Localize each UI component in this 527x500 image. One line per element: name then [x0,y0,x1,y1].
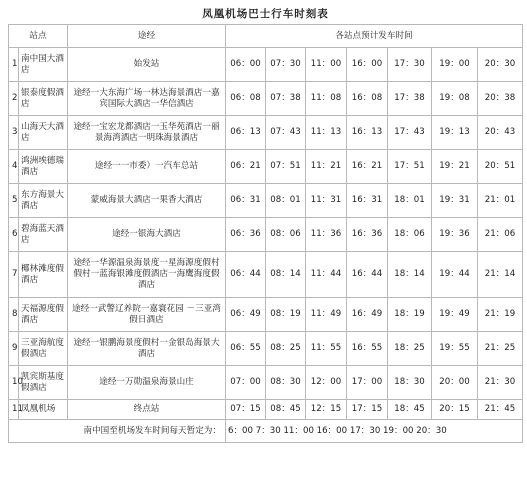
route-description: 途经一一市委）一汽车总站 [68,150,226,184]
departure-time: 06：31 [226,184,266,218]
departure-time: 16：00 [347,48,388,82]
table-row [9,298,523,332]
page-title: 凤凰机场巴士行车时刻表 [9,4,523,25]
departure-time: 11：08 [306,82,347,116]
row-number: 10 [9,366,19,400]
departure-time: 16：44 [347,252,388,298]
departure-time: 19：55 [432,332,478,366]
departure-time: 08：19 [266,298,306,332]
departure-time: 16：36 [347,218,388,252]
footer-label: 南中国至机场发车时间每天暂定为： [9,420,226,443]
row-number: 2 [9,82,19,116]
departure-time: 06：08 [226,82,266,116]
route-description: 途经一武警辽养院一嘉寰花园 －三亚湾假日酒店 [68,298,226,332]
departure-time: 17：43 [388,116,432,150]
route-description: 途经一宝宏龙都酒店一玉华苑酒店一丽景海湾酒店一明珠海景酒店 [68,116,226,150]
departure-time: 16：55 [347,332,388,366]
departure-time: 06：21 [226,150,266,184]
footer-row [9,420,523,443]
departure-time: 19：08 [432,82,478,116]
header-times: 各站点预计发车时间 [226,25,523,48]
departure-time: 16：08 [347,82,388,116]
departure-time: 21：06 [478,218,523,252]
header-station: 站点 [9,25,68,48]
departure-time: 21：19 [478,298,523,332]
departure-time: 18：45 [388,400,432,420]
row-number: 7 [9,252,19,298]
departure-time: 11：55 [306,332,347,366]
station-name: 凯宾斯基度假酒店 [19,366,68,400]
departure-time: 08：06 [266,218,306,252]
departure-time: 08：25 [266,332,306,366]
bus-timetable [8,4,523,443]
departure-time: 06：55 [226,332,266,366]
departure-time: 18：30 [388,366,432,400]
table-row [9,116,523,150]
station-name: 银泰度假酒店 [19,82,68,116]
station-name: 椰林滩度假酒店 [19,252,68,298]
departure-time: 17：38 [388,82,432,116]
station-name: 三亚海航度假酒店 [19,332,68,366]
departure-time: 06：00 [226,48,266,82]
departure-time: 21：45 [478,400,523,420]
departure-time: 06：44 [226,252,266,298]
departure-time: 17：30 [388,48,432,82]
departure-time: 11：36 [306,218,347,252]
departure-time: 17：00 [347,366,388,400]
departure-time: 08：14 [266,252,306,298]
departure-time: 21：30 [478,366,523,400]
route-description: 途经一银鹏海景度假村一金银岛海景大酒店 [68,332,226,366]
departure-time: 20：38 [478,82,523,116]
departure-time: 19：49 [432,298,478,332]
departure-time: 20：43 [478,116,523,150]
departure-time: 08：30 [266,366,306,400]
departure-time: 16：21 [347,150,388,184]
departure-time: 11：21 [306,150,347,184]
route-description: 终点站 [68,400,226,420]
table-row [9,150,523,184]
header-route: 途经 [68,25,226,48]
route-description: 始发站 [68,48,226,82]
departure-time: 20：00 [432,366,478,400]
departure-time: 19：21 [432,150,478,184]
table-row [9,82,523,116]
route-description: 途经一华源温泉海景度一星海源度假村假村一蓝海银滩度假酒店一海鹰海度假酒店 [68,252,226,298]
table-row [9,252,523,298]
departure-time: 08：45 [266,400,306,420]
departure-time: 18：01 [388,184,432,218]
table-row [9,366,523,400]
departure-time: 21：01 [478,184,523,218]
departure-time: 11：13 [306,116,347,150]
departure-time: 21：25 [478,332,523,366]
departure-time: 19：13 [432,116,478,150]
footer-times: 6：00 7：30 11：00 16：00 17：30 19：00 20：30 [226,420,523,443]
departure-time: 11：44 [306,252,347,298]
row-number: 5 [9,184,19,218]
departure-time: 19：44 [432,252,478,298]
table-row [9,400,523,420]
route-description: 途经一大东海广场一林达海景酒店一嘉宾国际大酒店一华信酒店 [68,82,226,116]
departure-time: 07：38 [266,82,306,116]
departure-time: 20：30 [478,48,523,82]
departure-time: 07：30 [266,48,306,82]
row-number: 4 [9,150,19,184]
departure-time: 16：31 [347,184,388,218]
departure-time: 07：51 [266,150,306,184]
departure-time: 06：49 [226,298,266,332]
station-name: 东方海景大酒店 [19,184,68,218]
table-row [9,48,523,82]
station-name: 凤凰机场 [19,400,68,420]
departure-time: 19：36 [432,218,478,252]
timetable-container [8,4,522,443]
departure-time: 20：15 [432,400,478,420]
row-number: 1 [9,48,19,82]
route-description: 途经一万勋温泉海景山庄 [68,366,226,400]
departure-time: 20：51 [478,150,523,184]
table-header-row [9,25,523,48]
station-name: 鸿洲埃德瑞酒店 [19,150,68,184]
row-number: 9 [9,332,19,366]
departure-time: 21：14 [478,252,523,298]
table-row [9,184,523,218]
row-number: 11 [9,400,19,420]
station-name: 山海天大酒店 [19,116,68,150]
station-name: 南中国大酒店 [19,48,68,82]
departure-time: 06：13 [226,116,266,150]
row-number: 3 [9,116,19,150]
station-name: 天福源度假酒店 [19,298,68,332]
departure-time: 08：01 [266,184,306,218]
departure-time: 17：15 [347,400,388,420]
station-name: 碧海蓝天酒店 [19,218,68,252]
departure-time: 07：15 [226,400,266,420]
departure-time: 12：00 [306,366,347,400]
table-row [9,218,523,252]
departure-time: 18：25 [388,332,432,366]
departure-time: 19：00 [432,48,478,82]
departure-time: 19：31 [432,184,478,218]
departure-time: 16：13 [347,116,388,150]
departure-time: 17：51 [388,150,432,184]
departure-time: 16：49 [347,298,388,332]
table-row [9,332,523,366]
departure-time: 11：31 [306,184,347,218]
departure-time: 06：36 [226,218,266,252]
row-number: 8 [9,298,19,332]
departure-time: 12：15 [306,400,347,420]
departure-time: 11：00 [306,48,347,82]
departure-time: 11：49 [306,298,347,332]
departure-time: 07：00 [226,366,266,400]
departure-time: 18：19 [388,298,432,332]
departure-time: 18：14 [388,252,432,298]
route-description: 蒙威海景大酒店一果香大酒店 [68,184,226,218]
row-number: 6 [9,218,19,252]
departure-time: 07：43 [266,116,306,150]
route-description: 途经一银海大酒店 [68,218,226,252]
departure-time: 18：06 [388,218,432,252]
